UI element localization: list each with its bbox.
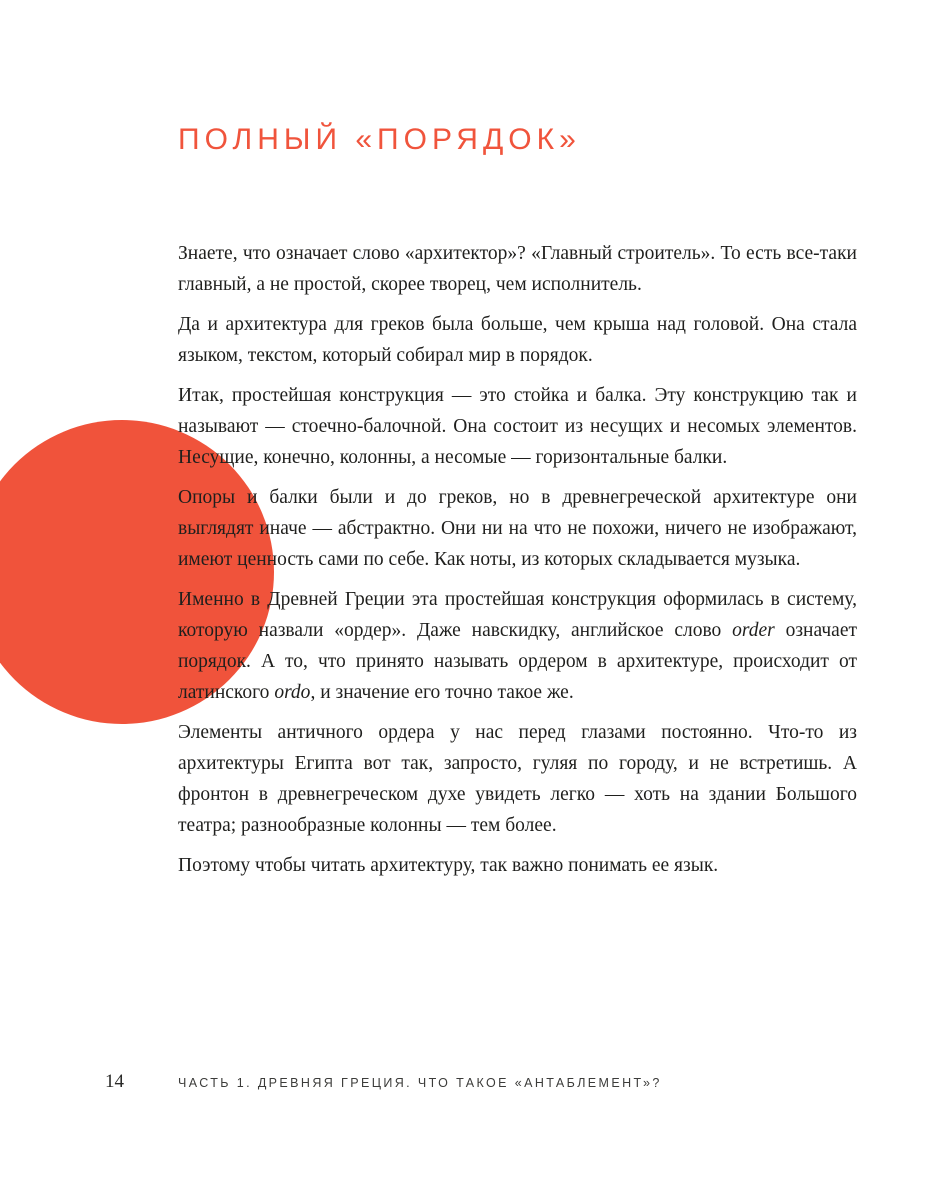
text-segment: Поэтому чтобы читать архитектуру, так важно понимать ее язык. — [178, 855, 719, 876]
paragraph — [178, 380, 857, 473]
paragraph — [178, 309, 857, 371]
page-footer — [0, 1070, 945, 1100]
body-text — [178, 238, 857, 890]
text-segment: , и значение его точно такое же. — [310, 682, 574, 703]
text-segment: Опоры и балки были и до греков, но в древнегреческой архитектуре они выглядят иначе — абстрактно. Они ни на что не похожи, ничего не изображают, имеют ценность сами по себе. Как ноты, из которых складывается музыка. — [178, 487, 857, 570]
italic-text: order — [732, 620, 775, 641]
paragraph — [178, 482, 857, 575]
text-segment: Элементы античного ордера у нас перед глазами постоянно. Что-то из архитектуры Египта вот так, запросто, гуляя по городу, и не встретишь. А фронтон в древнегреческом духе увидеть легко — хоть на здании Большого театра; разнообразные колонны — тем более. — [178, 722, 857, 836]
italic-text: ordo — [274, 682, 311, 703]
chapter-title: ПОЛНЫЙ «ПОРЯДОК» — [178, 123, 581, 157]
paragraph — [178, 850, 857, 881]
page-number: 14 — [105, 1071, 124, 1092]
paragraph — [178, 584, 857, 708]
text-segment: Да и архитектура для греков была больше, чем крыша над головой. Она стала языком, текстом, который собирал мир в порядок. — [178, 314, 857, 366]
text-segment: Итак, простейшая конструкция — это стойка и балка. Эту конструкцию так и называют — стоечно-балочной. Она состоит из несущих и несомых элементов. Несущие, конечно, колонны, а несомые — горизонтальные балки. — [178, 385, 857, 468]
running-title: ЧАСТЬ 1. ДРЕВНЯЯ ГРЕЦИЯ. ЧТО ТАКОЕ «АНТАБЛЕМЕНТ»? — [178, 1076, 662, 1090]
text-segment: Знаете, что означает слово «архитектор»? «Главный строитель». То есть все-таки главный, а не простой, скорее творец, чем исполнитель. — [178, 243, 857, 295]
text-segment: означает порядок. А то, что принято называть ордером в архитектуре, происходит от латинского — [178, 620, 858, 703]
paragraph — [178, 238, 857, 300]
paragraph — [178, 717, 857, 841]
text-segment: Именно в Древней Греции эта простейшая конструкция оформилась в систему, которую назвали «ордер». Даже навскидку, английское слово — [178, 589, 857, 641]
